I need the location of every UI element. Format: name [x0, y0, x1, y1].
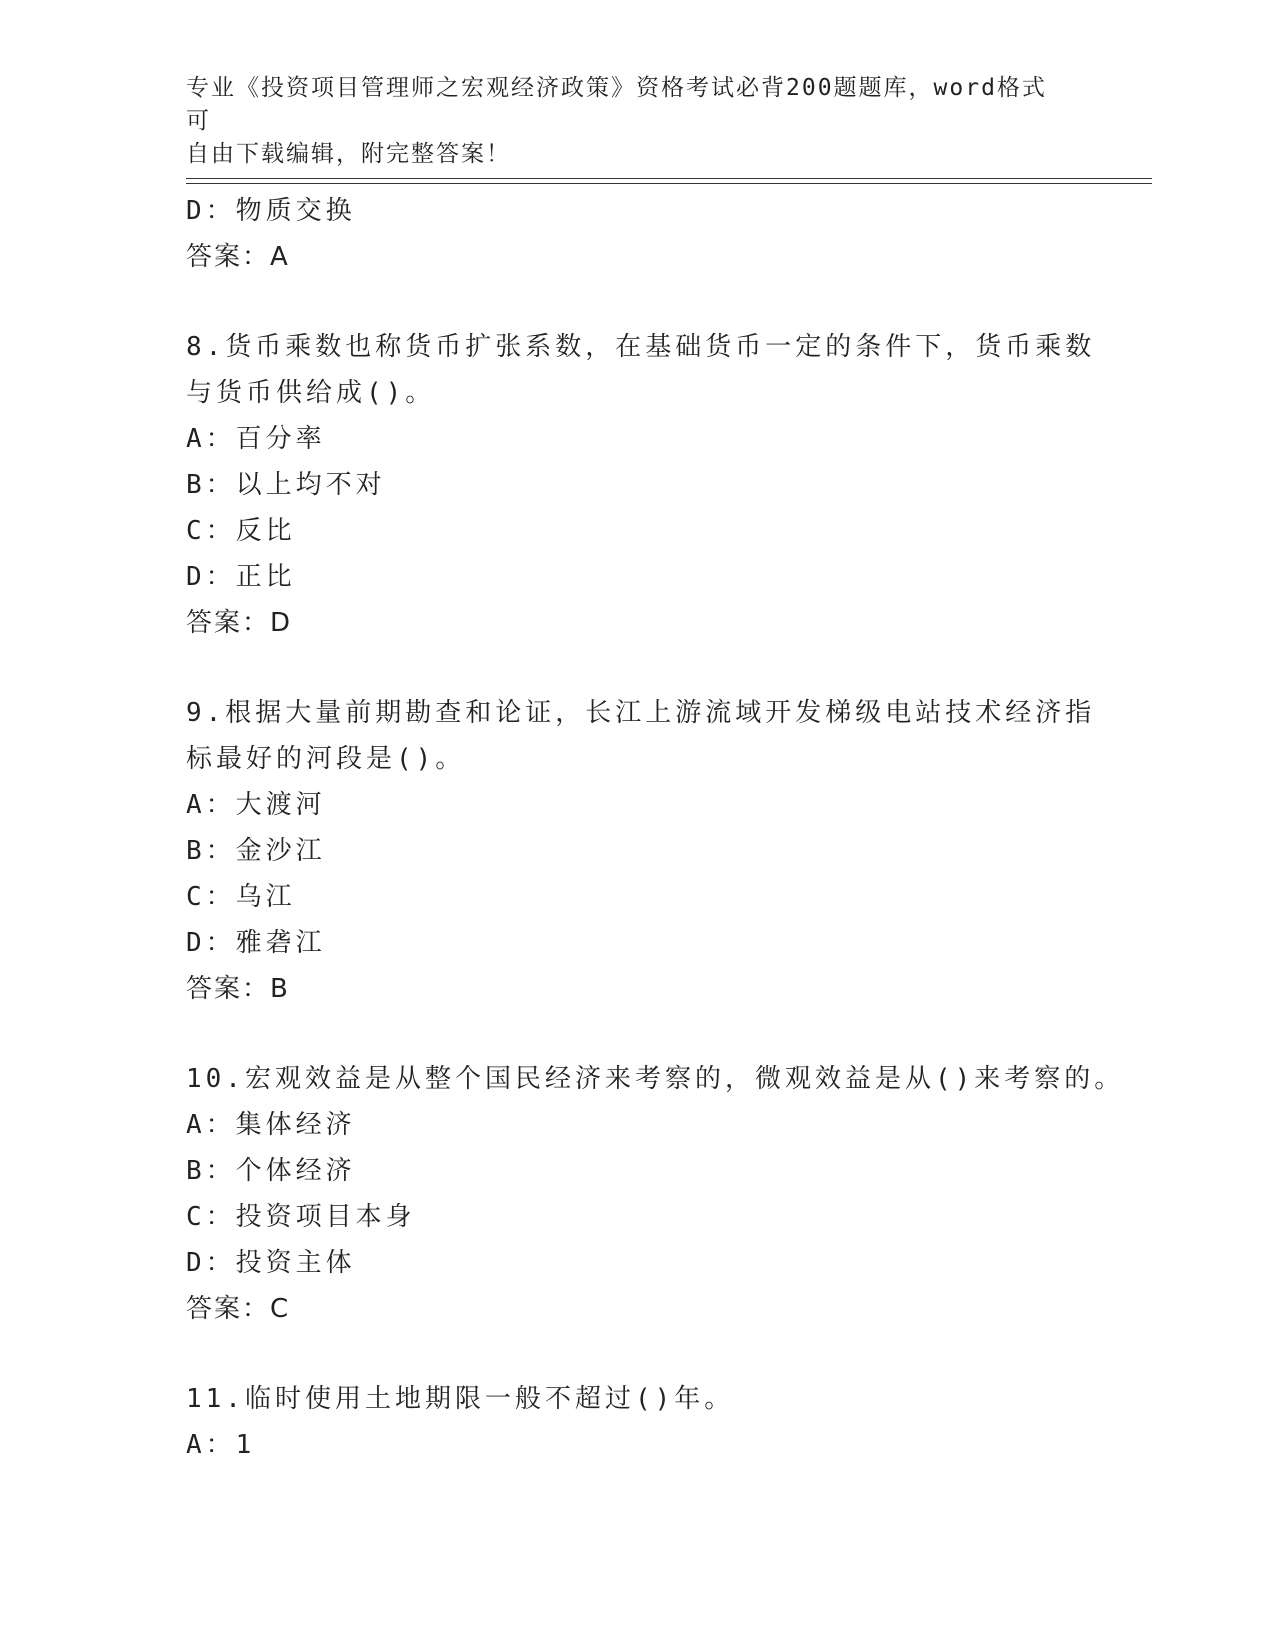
question-stem-line-1: 8.货币乘数也称货币扩张系数，在基础货币一定的条件下，货币乘数 — [186, 332, 1096, 362]
question-list — [186, 188, 1125, 1468]
option-c: C：乌江 — [186, 882, 296, 912]
question-stem-line-2: 与货币供给成()。 — [186, 378, 436, 408]
header-divider-top — [186, 178, 1152, 179]
header-line-2: 自由下载编辑，附完整答案！ — [186, 141, 511, 167]
document-header — [186, 72, 1066, 171]
question-stem-line-1: 11.临时使用土地期限一般不超过()年。 — [186, 1384, 735, 1414]
option-d: D：物质交换 — [186, 196, 356, 226]
option-d: D：正比 — [186, 562, 296, 592]
question-10 — [186, 1056, 1125, 1332]
question-stem-line-1: 9.根据大量前期勘查和论证，长江上游流域开发梯级电站技术经济指 — [186, 698, 1096, 728]
answer-line: 答案：B — [186, 974, 290, 1004]
option-b: B：个体经济 — [186, 1156, 356, 1186]
option-b: B：以上均不对 — [186, 470, 386, 500]
answer-line: 答案：D — [186, 608, 293, 638]
question-stem-line-1: 10.宏观效益是从整个国民经济来考察的，微观效益是从()来考察的。 — [186, 1064, 1125, 1094]
option-a: A：大渡河 — [186, 790, 326, 820]
header-line-1: 专业《投资项目管理师之宏观经济政策》资格考试必背200题题库，word格式可 — [186, 75, 1047, 134]
question-8 — [186, 324, 1096, 646]
option-a: A：集体经济 — [186, 1110, 356, 1140]
question-11 — [186, 1376, 1086, 1468]
question-9 — [186, 690, 1096, 1012]
option-c: C：反比 — [186, 516, 296, 546]
answer-line: 答案：C — [186, 1294, 291, 1324]
option-a: A：百分率 — [186, 424, 326, 454]
option-d: D：投资主体 — [186, 1248, 356, 1278]
header-divider-bottom — [186, 183, 1152, 184]
option-d: D：雅砻江 — [186, 928, 326, 958]
question-7-tail — [186, 188, 1086, 280]
option-a: A：1 — [186, 1430, 256, 1460]
option-c: C：投资项目本身 — [186, 1202, 416, 1232]
question-stem-line-2: 标最好的河段是()。 — [186, 744, 466, 774]
option-b: B：金沙江 — [186, 836, 326, 866]
answer-line: 答案：A — [186, 242, 290, 272]
